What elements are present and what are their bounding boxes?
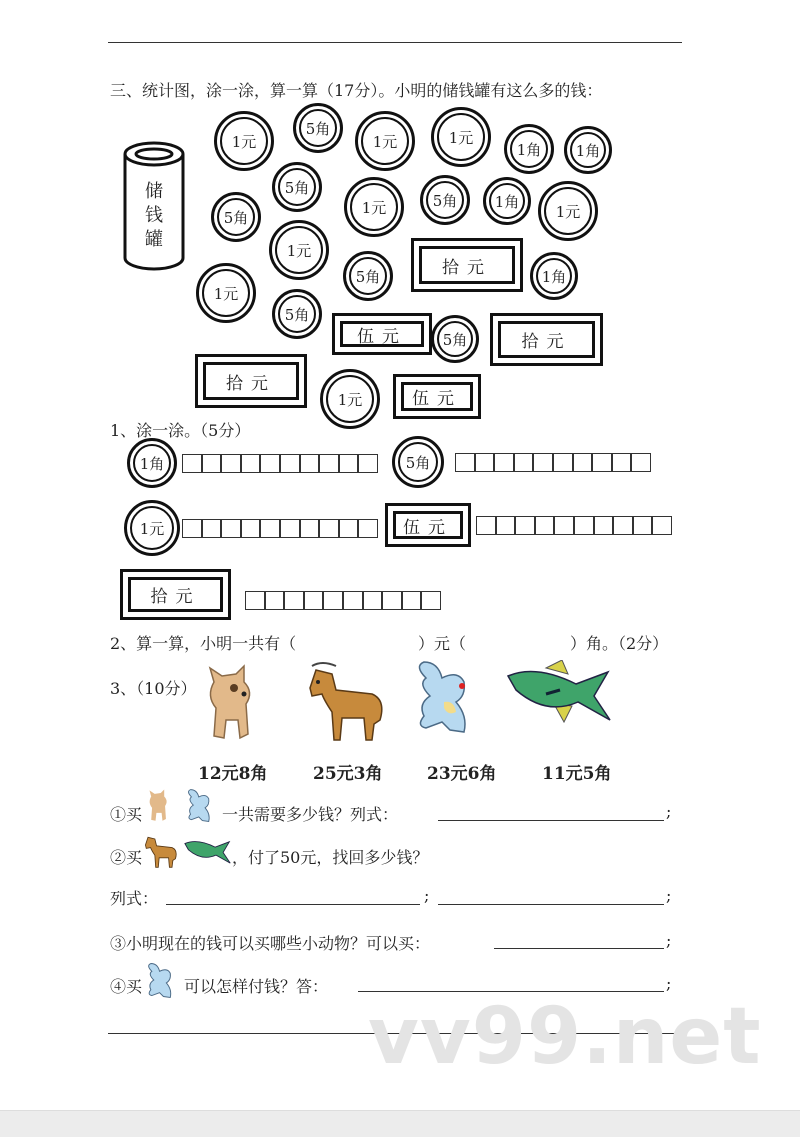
- tally-box[interactable]: [221, 519, 241, 538]
- tally-box[interactable]: [182, 454, 202, 473]
- tally-box[interactable]: [574, 516, 594, 535]
- banknote-label: 拾元: [150, 587, 201, 607]
- coin-1-jiao: [127, 438, 177, 488]
- tally-box[interactable]: [382, 591, 402, 610]
- tally-box[interactable]: [319, 519, 339, 538]
- p1-answer-line[interactable]: [438, 820, 664, 821]
- q3-title: 3、（10分）: [110, 679, 197, 698]
- banknote-5-yuan: [332, 313, 432, 355]
- tally-box[interactable]: [613, 516, 633, 535]
- tally-box[interactable]: [455, 453, 475, 472]
- coin-label: 1角: [541, 267, 567, 286]
- tally-box[interactable]: [284, 591, 304, 610]
- p2-text: ，付了50元，找回多少钱？: [232, 848, 429, 867]
- coin-1-yuan: [269, 220, 329, 280]
- coin-label: 5角: [355, 267, 381, 286]
- tally-box[interactable]: [496, 516, 516, 535]
- p2-formula-label: 列式：: [110, 889, 159, 908]
- tally-box[interactable]: [592, 453, 612, 472]
- p2-prefix: ②买: [110, 848, 143, 867]
- banknote-10-yuan: [195, 354, 307, 408]
- tally-boxes-4: [245, 591, 441, 610]
- coin-1-yuan: [214, 111, 274, 171]
- q1-title: 1、涂一涂。（5分）: [110, 421, 251, 440]
- banknote-label: 伍元: [412, 389, 462, 409]
- tally-box[interactable]: [260, 454, 280, 473]
- p3-semicolon: ;: [666, 931, 672, 950]
- rabbit-icon: [414, 656, 480, 740]
- tally-box[interactable]: [358, 519, 378, 538]
- coin-1-yuan: [431, 107, 491, 167]
- coin-label: 1角: [139, 454, 165, 473]
- tally-box[interactable]: [300, 454, 320, 473]
- p1-text: 一共需要多少钱？列式：: [222, 805, 399, 824]
- coin-1-yuan: [196, 263, 256, 323]
- q2-text-c: ）角。（2分）: [570, 634, 669, 653]
- tally-box[interactable]: [535, 516, 555, 535]
- tally-box[interactable]: [339, 454, 359, 473]
- tally-box[interactable]: [280, 519, 300, 538]
- banknote-label: 拾元: [442, 257, 492, 278]
- coin-1-jiao: [483, 177, 531, 225]
- tally-box[interactable]: [514, 453, 534, 472]
- coin-label: 5角: [284, 305, 310, 324]
- q2-text-a: 2、算一算，小明一共有（: [110, 634, 297, 653]
- tally-box[interactable]: [339, 519, 359, 538]
- coin-1-yuan: [320, 369, 380, 429]
- p2-answer-line-1[interactable]: [166, 904, 420, 905]
- banknote-10-yuan: [411, 238, 523, 292]
- tally-box[interactable]: [358, 454, 378, 473]
- tally-box[interactable]: [553, 453, 573, 472]
- tally-box[interactable]: [652, 516, 672, 535]
- coin-label: 1角: [516, 140, 542, 159]
- coin-label: 5角: [405, 453, 431, 472]
- tally-box[interactable]: [182, 519, 202, 538]
- coin-label: 5角: [432, 191, 458, 210]
- coin-label: 1元: [139, 519, 165, 538]
- horse-icon: [302, 660, 386, 744]
- tally-box[interactable]: [402, 591, 422, 610]
- tally-box[interactable]: [476, 516, 496, 535]
- p4-text: 可以怎样付钱？答：: [184, 977, 329, 996]
- banknote-10-yuan: [120, 569, 231, 620]
- banknote-label: 拾元: [521, 332, 572, 352]
- coin-label: 1元: [213, 284, 239, 303]
- coin-5-jiao: [272, 162, 322, 212]
- p4-semicolon: ;: [666, 974, 672, 993]
- tally-box[interactable]: [573, 453, 593, 472]
- tally-box[interactable]: [533, 453, 553, 472]
- tally-box[interactable]: [515, 516, 535, 535]
- tally-box[interactable]: [265, 591, 285, 610]
- tally-boxes-0: [182, 454, 378, 473]
- coin-5-jiao: [420, 175, 470, 225]
- coin-1-yuan: [355, 111, 415, 171]
- coin-5-jiao: [431, 315, 479, 363]
- coin-1-yuan: [344, 177, 404, 237]
- horse-small-icon: [142, 832, 178, 870]
- coin-label: 1元: [555, 202, 581, 221]
- banknote-5-yuan: [385, 503, 471, 547]
- coin-1-yuan: [538, 181, 598, 241]
- p2-semicolon-2: ;: [666, 886, 672, 905]
- price-rabbit: 23元6角: [427, 764, 497, 784]
- coin-1-jiao: [530, 252, 578, 300]
- coin-label: 1角: [494, 192, 520, 211]
- banknote-5-yuan: [393, 374, 481, 419]
- price-dog: 12元8角: [198, 764, 268, 784]
- tally-box[interactable]: [319, 454, 339, 473]
- coin-1-jiao: [504, 124, 554, 174]
- coin-label: 1元: [337, 390, 363, 409]
- coin-5-jiao: [211, 192, 261, 242]
- tally-box[interactable]: [241, 454, 261, 473]
- coin-label: 5角: [305, 119, 331, 138]
- dog-small-icon: [146, 788, 172, 824]
- coin-1-yuan: [124, 500, 180, 556]
- banknote-label: 伍元: [357, 326, 407, 347]
- tally-box[interactable]: [260, 519, 280, 538]
- banknote-label: 伍元: [403, 517, 453, 538]
- tally-box[interactable]: [475, 453, 495, 472]
- tally-box[interactable]: [633, 516, 653, 535]
- coin-5-jiao: [392, 436, 444, 488]
- coin-5-jiao: [343, 251, 393, 301]
- tally-box[interactable]: [554, 516, 574, 535]
- rabbit-small-icon: [146, 960, 178, 1002]
- tally-box[interactable]: [631, 453, 651, 472]
- tally-box[interactable]: [245, 591, 265, 610]
- watermark: vv99.net: [368, 992, 762, 1082]
- price-horse: 25元3角: [313, 764, 383, 784]
- tally-box[interactable]: [343, 591, 363, 610]
- p1-semicolon: ;: [666, 802, 672, 821]
- coin-label: 1元: [372, 132, 398, 151]
- coin-5-jiao: [293, 103, 343, 153]
- tally-box[interactable]: [363, 591, 383, 610]
- tally-box[interactable]: [612, 453, 632, 472]
- page-bottom-margin: [0, 1110, 800, 1137]
- coin-label: 5角: [442, 330, 468, 349]
- tally-box[interactable]: [300, 519, 320, 538]
- coin-label: 5角: [284, 178, 310, 197]
- p1-prefix: ①买: [110, 805, 143, 824]
- fish-icon: [506, 660, 614, 730]
- coin-label: 1角: [575, 141, 601, 160]
- tally-box[interactable]: [494, 453, 514, 472]
- tally-box[interactable]: [202, 519, 222, 538]
- tally-box[interactable]: [221, 454, 241, 473]
- coin-5-jiao: [272, 289, 322, 339]
- banknote-10-yuan: [490, 313, 603, 366]
- coin-1-jiao: [564, 126, 612, 174]
- p3-text: ③小明现在的钱可以买哪些小动物？可以买：: [110, 934, 431, 953]
- tally-box[interactable]: [594, 516, 614, 535]
- tally-boxes-1: [455, 453, 651, 472]
- rabbit-small-icon: [186, 786, 216, 826]
- fish-small-icon: [184, 836, 232, 868]
- coin-label: 5角: [223, 208, 249, 227]
- top-rule: [108, 42, 682, 43]
- coin-label: 1元: [231, 132, 257, 151]
- tally-boxes-2: [182, 519, 378, 538]
- coin-label: 1元: [448, 128, 474, 147]
- jar-label: 储钱罐: [145, 181, 163, 250]
- p4-prefix: ④买: [110, 977, 143, 996]
- tally-box[interactable]: [304, 591, 324, 610]
- tally-box[interactable]: [280, 454, 300, 473]
- dog-icon: [202, 664, 262, 744]
- section-heading: 三、统计图，涂一涂，算一算（17分）。小明的储钱罐有这么多的钱：: [110, 81, 603, 100]
- coin-label: 1元: [286, 241, 312, 260]
- q2-text-b: ）元（: [418, 634, 467, 653]
- p2-semicolon-1: ;: [424, 886, 430, 905]
- tally-boxes-3: [476, 516, 672, 535]
- p3-answer-line[interactable]: [494, 948, 664, 949]
- tally-box[interactable]: [323, 591, 343, 610]
- p2-answer-line-2[interactable]: [438, 904, 664, 905]
- coin-label: 1元: [361, 198, 387, 217]
- tally-box[interactable]: [202, 454, 222, 473]
- banknote-label: 拾元: [226, 373, 276, 394]
- tally-box[interactable]: [241, 519, 261, 538]
- tally-box[interactable]: [421, 591, 441, 610]
- price-fish: 11元5角: [542, 764, 612, 784]
